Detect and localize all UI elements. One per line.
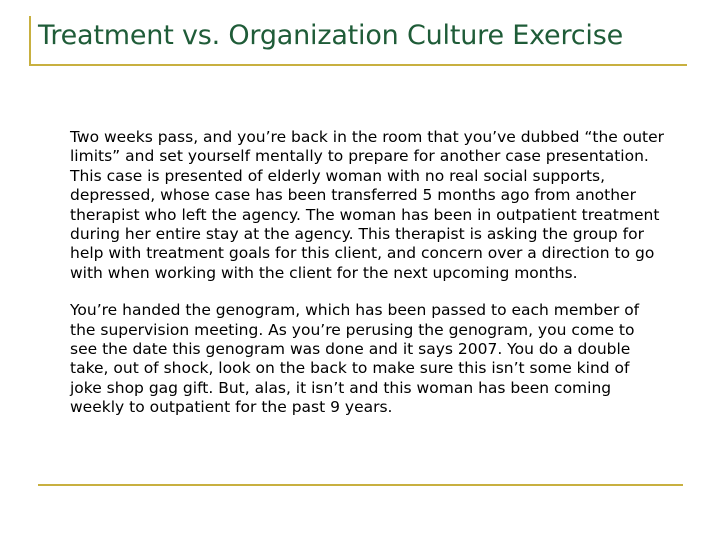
body-paragraph-2: You’re handed the genogram, which has been passed to each member of the supervision meeting. As you’re perusing the genogram, you come to see the date this genogram was done and it says 2007. You do a double take, out of shock, look on the back to make sure this isn’t some kind of joke shop gag gift. But, alas, it isn’t and this woman has been coming weekly to outpatient for the past 9 years. <box>70 301 640 417</box>
title-accent-vertical-rule <box>29 16 31 66</box>
footer-rule <box>38 484 683 486</box>
body-paragraph-1: Two weeks pass, and you’re back in the room that you’ve dubbed “the outer limits” and set yourself mentally to prepare for another case presentation. This case is presented of elderly woman with no real social supports, depressed, whose case has been transferred 5 months ago from another therapist who left the agency. The woman has been in outpatient treatment during her entire stay at the agency. This therapist is asking the group for help with treatment goals for this client, and concern over a direction to go with when working with the client for the next upcoming months. <box>70 128 665 282</box>
slide-body <box>70 128 665 436</box>
slide-title: Treatment vs. Organization Culture Exercise <box>38 20 623 51</box>
title-underline-rule <box>29 64 687 66</box>
